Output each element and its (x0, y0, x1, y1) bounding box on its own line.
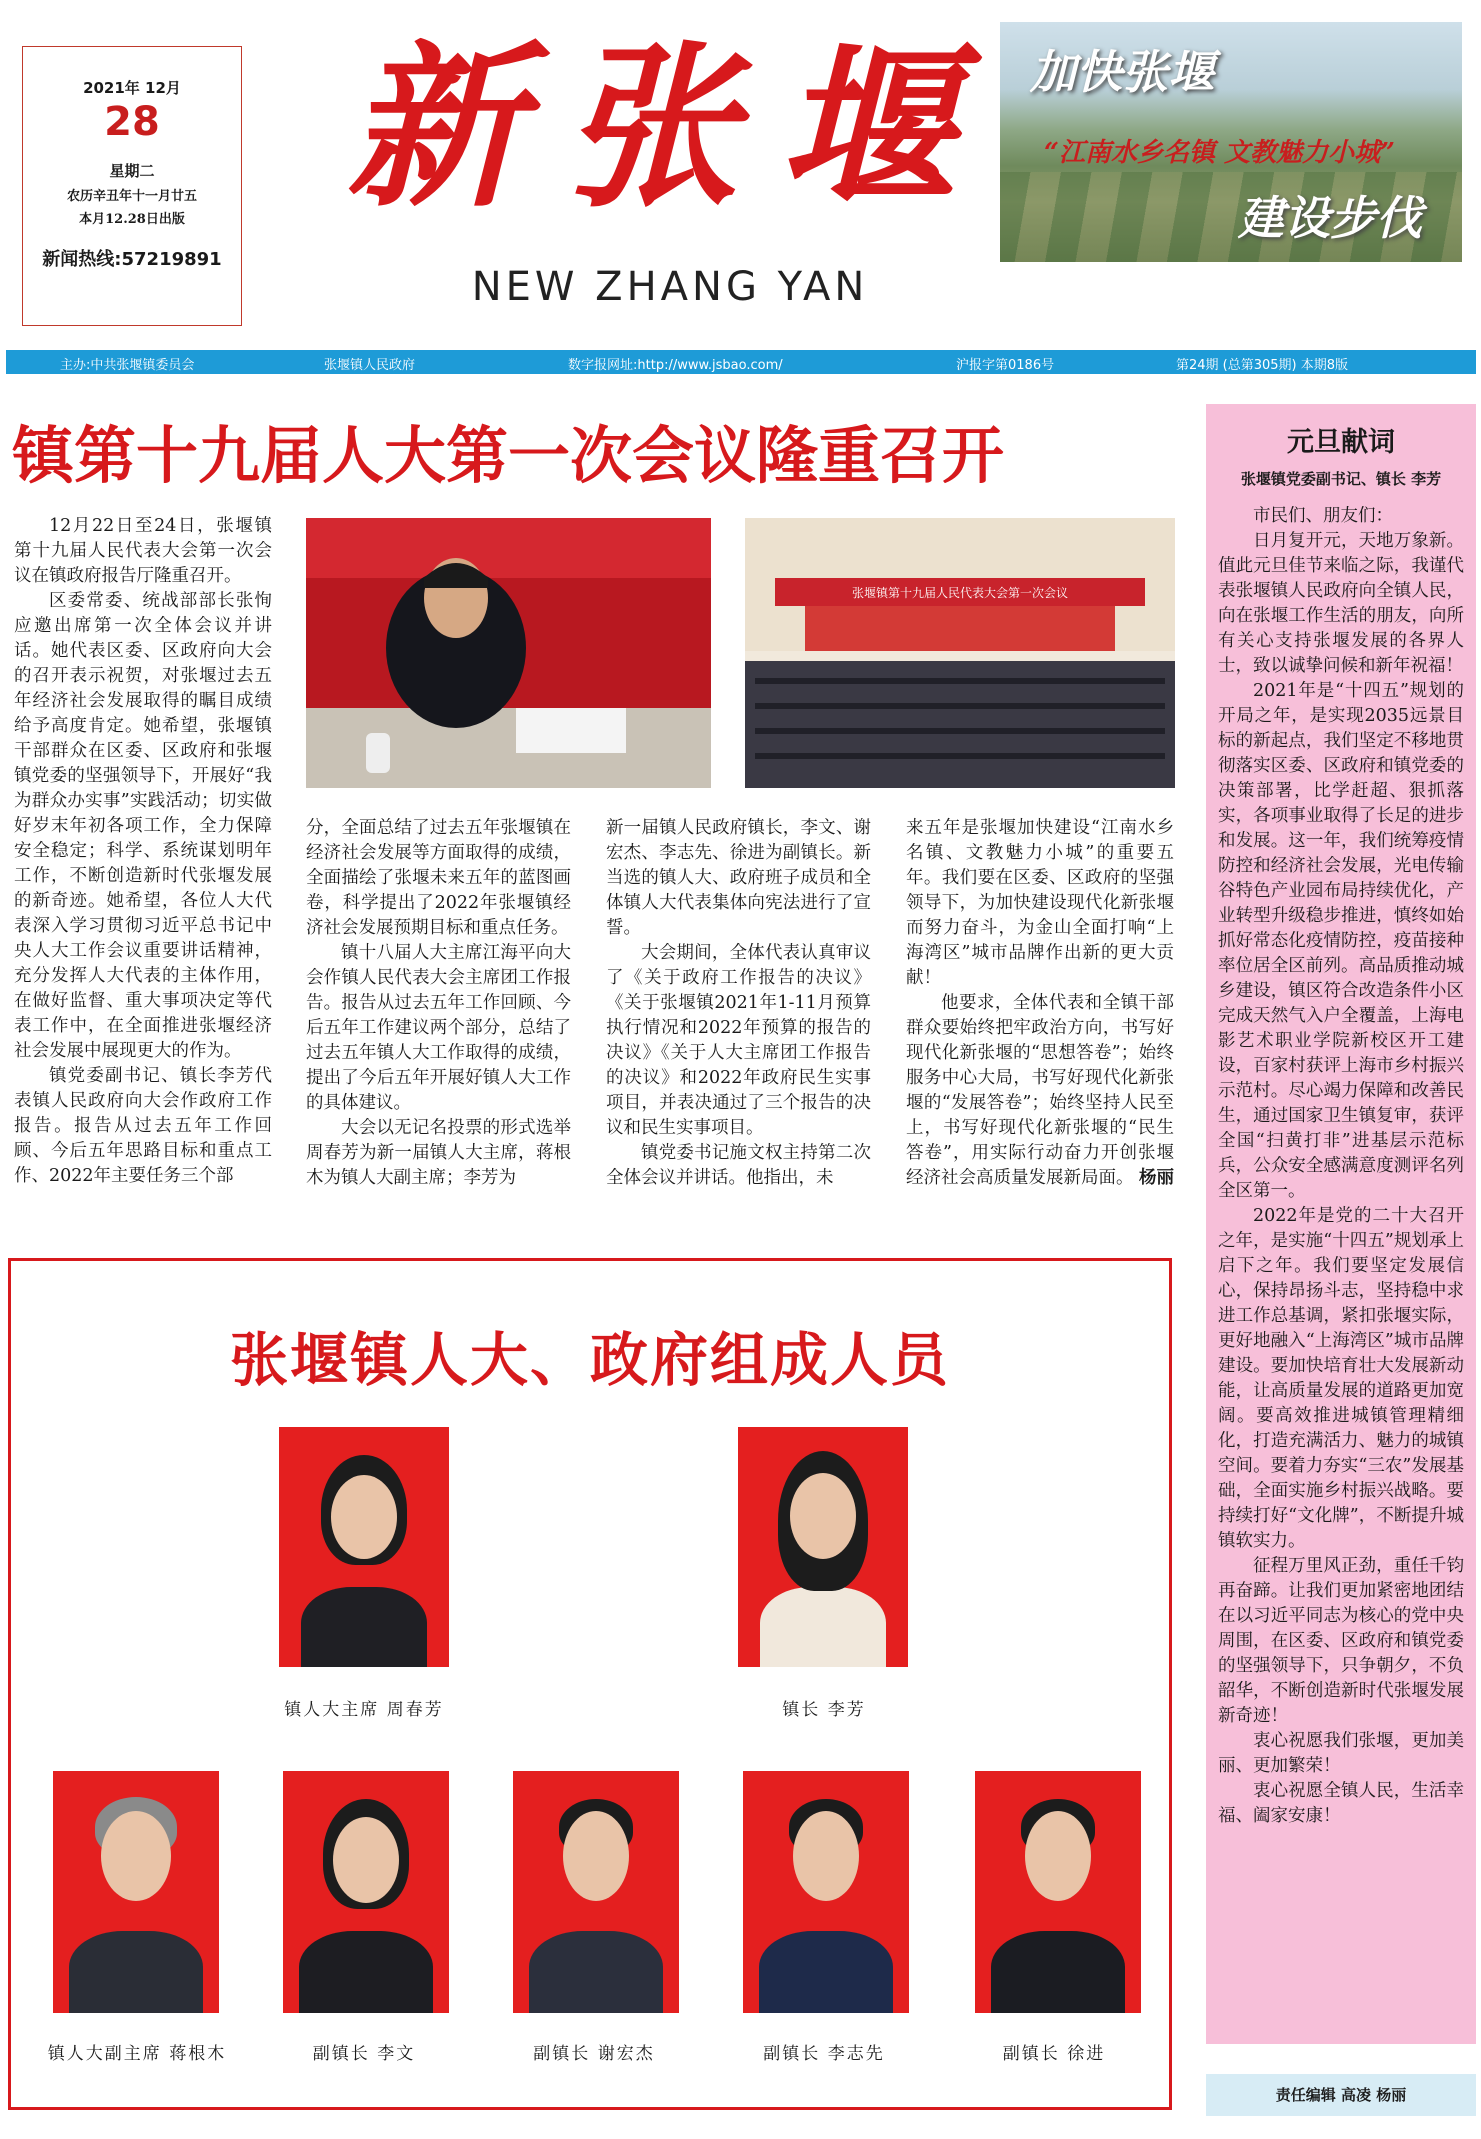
portrait-female (279, 1427, 449, 1667)
article-column-3 (606, 816, 871, 1234)
promo-banner (1000, 22, 1462, 262)
article-paragraph: 大会以无记名投票的形式选举周春芳为新一届镇人大主席，蒋根木为镇人大副主席；李芳为 (306, 1118, 571, 1188)
portrait-female (738, 1427, 908, 1667)
issue-day: 28 (104, 99, 160, 145)
website-link[interactable]: 数字报网址:http://www.jsbao.com/ (568, 358, 783, 373)
article-column-4 (906, 816, 1174, 1234)
portrait-male (53, 1771, 219, 2013)
publish-note: 本月12.28日出版 (79, 212, 185, 227)
member-caption: 副镇长 李志先 (763, 2044, 885, 2064)
hall-banner-text: 张堰镇第十九届人民代表大会第一次会议 (851, 586, 1069, 600)
portrait-male (513, 1771, 679, 2013)
info-bar (6, 350, 1476, 374)
article-paragraph: 镇党委副书记、镇长李芳代表镇人民政府向大会作政府工作报告。报告从过去五年工作回顾、今后五年思路目标和重点工作、2022年主要任务三个部 (14, 1066, 272, 1186)
lunar-date: 农历辛丑年十一月廿五 (66, 189, 197, 204)
masthead-subtitle: NEW ZHANG YAN (471, 264, 869, 310)
meeting-hall-photo (745, 518, 1175, 788)
member-caption: 镇长 李芳 (782, 1700, 866, 1720)
sidebar-paragraph: 2021年是“十四五”规划的开局之年，是实现2035远景目标的新起点，我们坚定不移地贯彻落实区委、区政府和镇党委的决策部署，比学赶超、狠抓落实，各项事业取得了长足的进步和发展。这一年，我们统筹疫情防控和经济社会发展，光电传输谷特色产业园布局持续优化，产业转型升级稳步推进，慎终如始抓好常态化疫情防控，疫苗接种率位居全区前列。高品质推动城乡建设，镇区符合改造条件小区完成天然气入户全覆盖，上海电影艺术职业学院新校区开工建设，百家村获评上海市乡村振兴示范村。尽心竭力保障和改善民生，通过国家卫生镇复审，获评全国“扫黄打非”进基层示范标兵，公众安全感满意度测评名列全区第一。 (1218, 681, 1464, 1201)
portrait-male (975, 1771, 1141, 2013)
article-column-2 (306, 816, 571, 1234)
banner-line-3: 建设步伐 (1238, 191, 1422, 245)
new-year-message (1206, 404, 1476, 2044)
sidebar-paragraph: 衷心祝愿全镇人民，生活幸福、阖家安康！ (1218, 1781, 1464, 1826)
speaker-photo (306, 518, 711, 788)
article-paragraph: 区委常委、统战部部长张恂应邀出席第一次全体会议并讲话。她代表区委、区政府向大会的召开表示祝贺，对张堰过去五年经济社会发展取得的瞩目成绩给予高度肯定。她希望，张堰镇干部群众在区委、区政府和张堰镇党委的坚强领导下，开展好“我为群众办实事”实践活动；切实做好岁末年初各项工作，全力保障安全稳定；科学、系统谋划明年工作，不断创造新时代张堰发展的新奇迹。她希望，各位人大代表深入学习贯彻习近平总书记中央人大工作会议重要讲话精神，充分发挥人大代表的主体作用，在做好监督、重大事项决定等代表工作中，在全面推进张堰经济社会发展中展现更大的作为。 (14, 591, 272, 1061)
member-caption: 副镇长 李文 (312, 2044, 416, 2064)
member-caption: 镇人大主席 周春芳 (284, 1700, 444, 1720)
sponsor-text: 主办:中共张堰镇委员会 (60, 358, 195, 373)
banner-slogan: “江南水乡名镇 文教魅力小城” (1044, 138, 1395, 168)
article-paragraph: 镇十八届人大主席江海平向大会作镇人民代表大会主席团工作报告。报告从过去五年工作回顾、今后五年工作建议两个部分，总结了过去五年镇人大工作取得的成绩，提出了今后五年开展好镇人大工作的具体建议。 (306, 943, 571, 1113)
issue-number: 第24期 (总第305期) 本期8版 (1176, 358, 1349, 373)
article-paragraph: 分，全面总结了过去五年张堰镇在经济社会发展等方面取得的成绩，全面描绘了张堰未来五年的蓝图画卷，科学提出了2022年张堰镇经济社会发展预期目标和重点任务。 (306, 818, 571, 938)
sidebar-paragraph: 衷心祝愿我们张堰，更加美丽、更加繁荣！ (1218, 1731, 1464, 1776)
article-paragraph: 大会期间，全体代表认真审议了《关于政府工作报告的决议》《关于张堰镇2021年1-11月预算执行情况和2022年预算的报告的决议》《关于人大主席团工作报告的决议》和2022年政府民生实事项目，并表决通过了三个报告的决议和民生实事项目。 (606, 943, 871, 1138)
date-box (22, 46, 242, 326)
portrait-female (283, 1771, 449, 2013)
member-caption: 副镇长 谢宏杰 (533, 2044, 655, 2064)
article-paragraph: 镇党委书记施文权主持第二次全体会议并讲话。他指出，未 (606, 1143, 871, 1188)
masthead-title: 新张堰 (345, 24, 994, 231)
responsible-editor: 责任编辑 高凌 杨丽 (1206, 2074, 1476, 2116)
gov-text: 张堰镇人民政府 (324, 358, 416, 373)
issue-year-month: 2021年 12月 (83, 79, 181, 97)
sidebar-title: 元旦献词 (1287, 427, 1395, 458)
license-text: 沪报字第0186号 (956, 358, 1055, 373)
member-caption: 镇人大副主席 蒋根木 (47, 2044, 227, 2064)
sidebar-body (1218, 504, 1464, 1829)
member-caption: 副镇长 徐进 (1002, 2044, 1106, 2064)
sidebar-paragraph: 征程万里风正劲，重任千钧再奋蹄。让我们更加紧密地团结在以习近平同志为核心的党中央周围，在区委、区政府和镇党委的坚强领导下，只争朝夕，不负韶华，不断创造新时代张堰发展新奇迹！ (1218, 1556, 1464, 1726)
article-paragraph: 12月22日至24日，张堰镇第十九届人民代表大会第一次会议在镇政府报告厅隆重召开。 (14, 516, 272, 586)
news-hotline: 新闻热线:57219891 (42, 249, 222, 270)
portrait-male (743, 1771, 909, 2013)
members-box (8, 1258, 1172, 2110)
sidebar-author: 张堰镇党委副书记、镇长 李芳 (1240, 470, 1442, 488)
sidebar-paragraph: 市民们、朋友们： (1253, 506, 1393, 526)
speaker-illustration (306, 518, 711, 788)
sidebar-paragraph: 日月复开元，天地万象新。值此元旦佳节来临之际，我谨代表张堰镇人民政府向全镇人民，向在张堰工作生活的朋友，向所有关心支持张堰发展的各界人士，致以诚挚问候和新年祝福！ (1218, 531, 1464, 676)
banner-line-1: 加快张堰 (1030, 45, 1214, 99)
masthead (320, 24, 1020, 310)
article-paragraph: 他要求，全体代表和全镇干部群众要始终把牢政治方向，书写好现代化新张堰的“思想答卷”；始终服务中心大局，书写好现代化新张堰的“发展答卷”；始终坚持人民至上，书写好现代化新张堰的“民生答卷”，用实际行动奋力开创张堰经济社会高质量发展新局面。 (906, 993, 1174, 1188)
sidebar-paragraph: 2022年是党的二十大召开之年，是实施“十四五”规划承上启下之年。我们要坚定发展信心，保持昂扬斗志，坚持稳中求进工作总基调，紧扣张堰实际，更好地融入“上海湾区”城市品牌建设。要加快培育壮大发展新动能，让高质量发展的道路更加宽阔。要高效推进城镇管理精细化，打造充满活力、魅力的城镇空间。要着力夯实“三农”发展基础，全面实施乡村振兴战略。要持续打好“文化牌”，不断提升城镇软实力。 (1218, 1206, 1464, 1551)
hall-illustration (745, 518, 1175, 788)
article-headline: 镇第十九届人大第一次会议隆重召开 (12, 419, 1005, 492)
article-byline: 杨丽 (1139, 1168, 1174, 1188)
article-paragraph: 新一届镇人民政府镇长，李文、谢宏杰、李志先、徐进为副镇长。新当选的镇人大、政府班子成员和全体镇人大代表集体向宪法进行了宣誓。 (606, 818, 871, 938)
article-paragraph: 来五年是张堰加快建设“江南水乡名镇、文教魅力小城”的重要五年。我们要在区委、区政府的坚强领导下，为加快建设现代化新张堰而努力奋斗，为金山全面打响“上海湾区”城市品牌作出新的更大贡献！ (906, 818, 1174, 988)
article-column-1 (14, 514, 272, 1234)
members-title: 张堰镇人大、政府组成人员 (229, 1326, 950, 1394)
issue-weekday: 星期二 (109, 162, 155, 180)
